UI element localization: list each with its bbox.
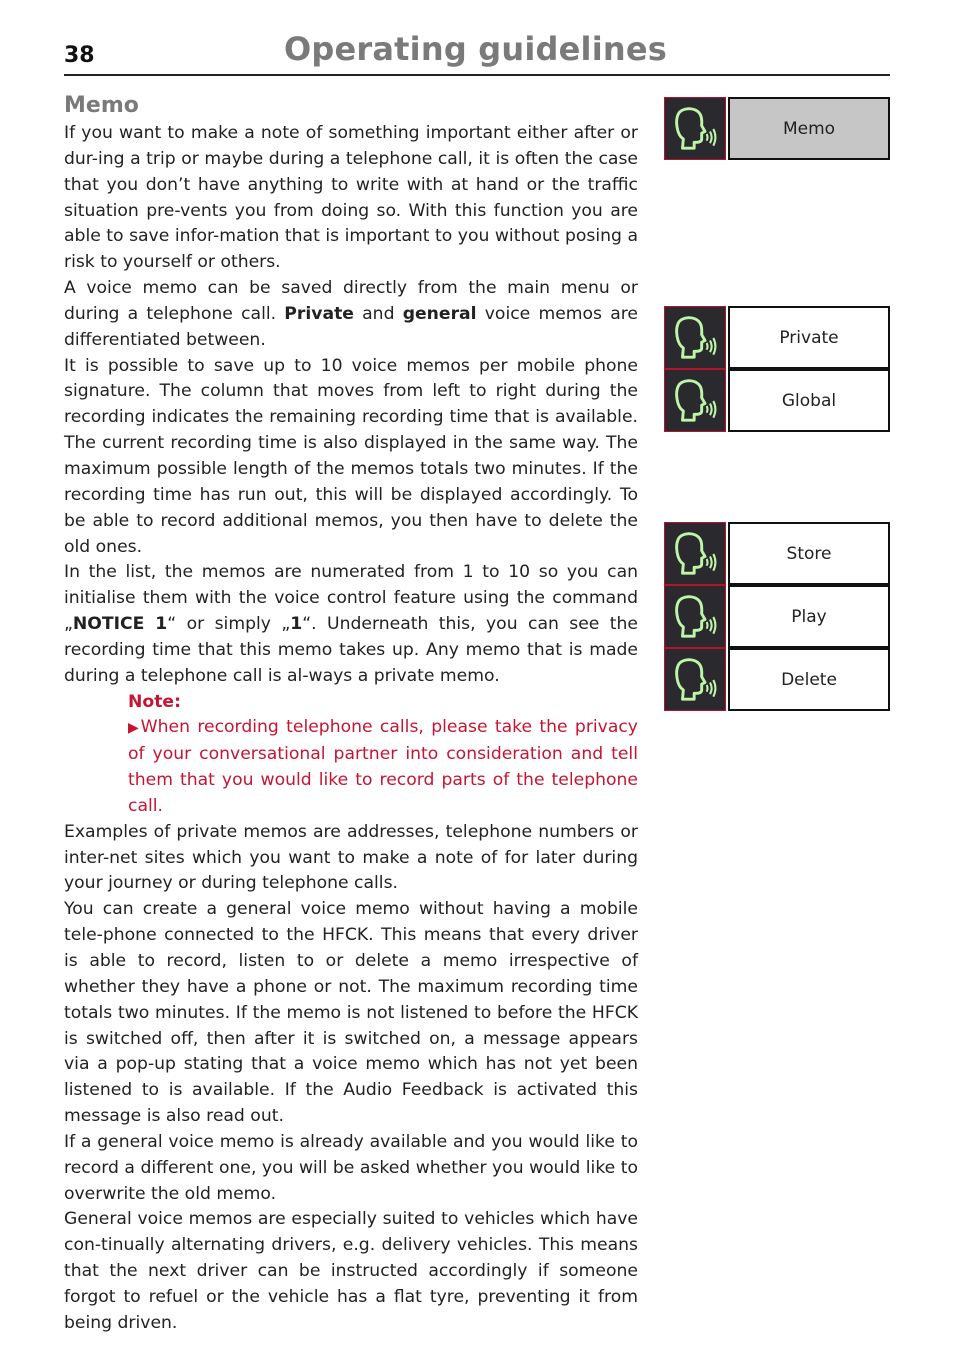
note-body: When recording telephone calls, please take the privacy of your conversational partner into consideration and tell them that you would like to record parts of the telephone call.	[128, 717, 638, 816]
memo-type-panel	[664, 306, 890, 432]
store-label: Store	[728, 522, 890, 585]
voice-head-icon	[664, 306, 726, 369]
memo-label: Memo	[728, 97, 890, 160]
bold-command-short: 1	[290, 614, 303, 635]
paragraph-general-memo: You can create a general voice memo without having a mobile tele-phone connected to the HFCK. This means that every driver is able to record, listen to or delete a memo irrespective of whether they have a phone or not. The maximum recording time totals two minutes. If the memo is not listened to before the HFCK is switched off, then after it is switched on, a message appears via a pop-up stating that a voice memo which has not yet been listened to is available. If the Audio Feedback is activated this message is also read out.	[64, 899, 638, 1127]
text-span: In the list, the memos are numerated from 1 to 10 so you can initialise them with the voice control feature using the command „	[64, 562, 638, 635]
global-label: Global	[728, 369, 890, 432]
voice-head-icon	[664, 585, 726, 648]
paragraph-intro: If you want to make a note of something important either after or dur-ing a trip or maybe during a telephone call, it is often the case that you don’t have anything to write with at hand or the traffic situation pre-vents you from doing so. With this function you are able to save infor-mation that is important to you without posing a risk to yourself or others.	[64, 123, 638, 273]
section-heading: Memo	[64, 93, 139, 118]
text-span: voice memos are differentiated between.	[64, 303, 639, 350]
page-header	[64, 30, 890, 76]
voice-head-icon	[664, 369, 726, 432]
memo-menu-panel	[664, 97, 890, 160]
store-button[interactable]	[664, 522, 890, 585]
private-button[interactable]	[664, 306, 890, 369]
page-title: Operating guidelines	[284, 30, 668, 68]
memo-action-panel	[664, 522, 890, 711]
voice-head-icon	[664, 648, 726, 711]
voice-head-icon	[664, 522, 726, 585]
paragraph-list	[64, 560, 638, 689]
paragraph-private-examples: Examples of private memos are addresses, telephone numbers or inter-net sites which you want to make a note of for later during your journey or during telephone calls.	[64, 821, 638, 894]
play-button[interactable]	[664, 585, 890, 648]
paragraph-recording-time: It is possible to save up to 10 voice memos per mobile phone signature. The column that moves from left to right during the recording indicates the remaining recording time that is available. The current recording time is also displayed in the same way. The maximum possible length of the memos totals two minutes. If the recording time has run out, this will be displayed accordingly. To be able to record additional memos, you then have to delete the old ones.	[64, 355, 638, 557]
paragraph-memo-types	[64, 276, 638, 354]
body-text	[64, 121, 638, 1337]
note-heading: Note:	[128, 691, 181, 712]
play-label: Play	[728, 585, 890, 648]
text-span: and	[353, 303, 403, 324]
page-number: 38	[64, 43, 95, 68]
bold-general: general	[402, 303, 477, 324]
note-text	[128, 715, 638, 819]
global-button[interactable]	[664, 369, 890, 432]
bold-private: Private	[284, 303, 354, 324]
text-span: “ or simply „	[167, 614, 291, 635]
delete-label: Delete	[728, 648, 890, 711]
text-span: “. Underneath this, you can see the recording time that this memo takes up. Any memo that is made during a telephone call is al-ways a private memo.	[64, 614, 639, 686]
paragraph-overwrite: If a general voice memo is already available and you would like to record a different one, you will be asked whether you would like to overwrite the old memo.	[64, 1131, 638, 1204]
memo-button[interactable]	[664, 97, 890, 160]
paragraph-vehicles: General voice memos are especially suited to vehicles which have con-tinually alternating drivers, e.g. delivery vehicles. This means that the next driver can be instructed accordingly if someone forgot to refuel or the vehicle has a flat tyre, preventing it from being driven.	[64, 1209, 638, 1333]
voice-head-icon	[664, 97, 726, 160]
text-span: A voice memo can be saved directly from the main menu or during a telephone call.	[64, 278, 638, 324]
bold-command: NOTICE 1	[72, 614, 168, 635]
delete-button[interactable]	[664, 648, 890, 711]
private-label: Private	[728, 306, 890, 369]
arrow-icon: ▶	[128, 720, 141, 737]
